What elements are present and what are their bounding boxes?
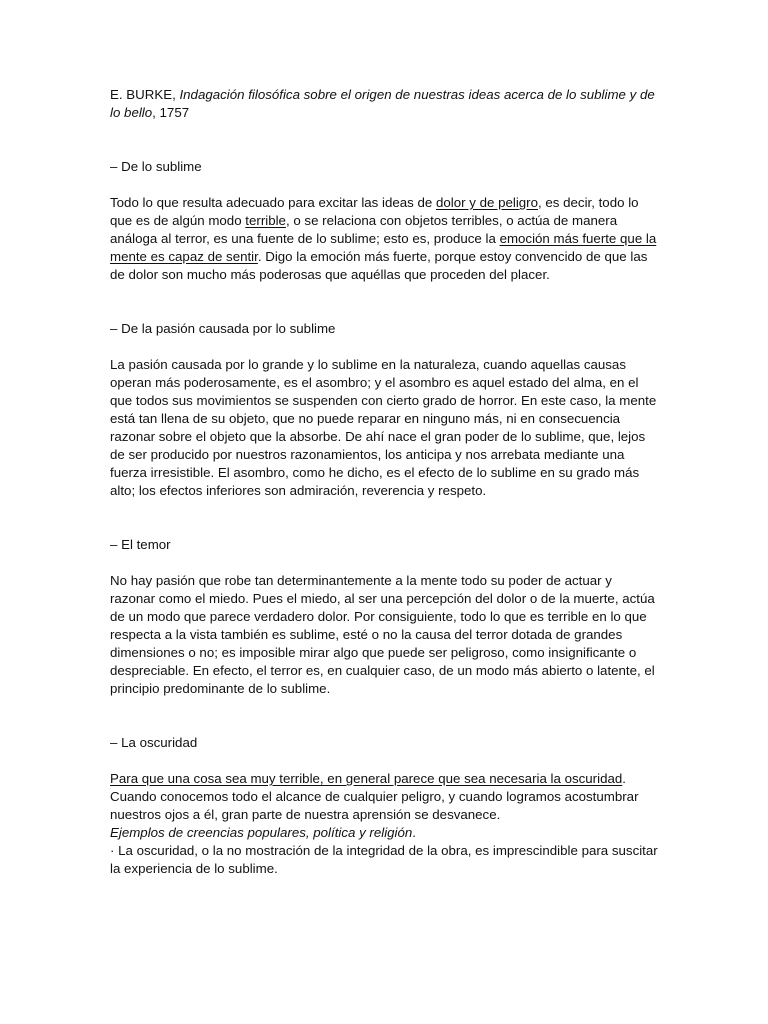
paragraph-sublime	[110, 194, 660, 284]
citation-title: Indagación filosófica sobre el origen de nuestras ideas acerca de lo sublime y de lo bello	[110, 87, 655, 120]
text-run: , es decir, todo lo que es de algún modo	[110, 195, 639, 228]
oscuridad-main-text	[110, 770, 660, 824]
citation-year: , 1757	[152, 105, 190, 120]
paragraph-temor: No hay pasión que robe tan determinantemente a la mente todo su poder de actuar y razonar como el miedo. Pues el miedo, al ser una percepción del dolor o de la muerte, actúa de un modo que parece verdadero dolor. Por consiguiente, todo lo que es terrible en lo que respecta a la vista también es sublime, esté o no la causa del terror dotada de grandes dimensiones o no; es imposible mirar algo que puede ser peligroso, como insignificante o despreciable. En efecto, el terror es, en cualquier caso, de un modo más abierto o latente, el principio predominante de lo sublime.	[110, 573, 655, 696]
underlined-text: Para que una cosa sea muy terrible, en general parece que sea necesaria la oscuridad	[110, 771, 623, 786]
underlined-text: dolor y de peligro	[436, 195, 539, 210]
text-run: , o se relaciona con objetos terribles, o actúa de manera análoga al terror, es una fuente de lo sublime; esto es, produce la	[110, 213, 618, 246]
section-heading-oscuridad: – La oscuridad	[110, 735, 198, 750]
citation-author: E. BURKE,	[110, 87, 180, 102]
text-run: Todo lo que resulta adecuado para excitar las ideas de	[110, 195, 436, 210]
underlined-text: terrible	[245, 213, 286, 228]
paragraph-pasion: La pasión causada por lo grande y lo sublime en la naturaleza, cuando aquellas causas operan más poderosamente, es el asombro; y el asombro es aquel estado del alma, en el que todos sus movimientos se suspenden con cierto grado de horror. En este caso, la mente está tan llena de su objeto, que no puede reparar en ninguno más, ni en consecuencia razonar sobre el objeto que la absorbe. De ahí nace el gran poder de lo sublime, que, lejos de ser producido por nuestros razonamientos, los anticipa y nos arrebata mediante una fuerza irresistible. El asombro, como he dicho, es el efecto de lo sublime en su grado más alto; los efectos inferiores son admiración, reverencia y respeto.	[110, 357, 657, 498]
examples-line	[110, 824, 660, 842]
paragraph-oscuridad	[110, 770, 660, 878]
citation	[110, 86, 660, 122]
bullet-point: · La oscuridad, o la no mostración de la integridad de la obra, es imprescindible para suscitar la experiencia de lo sublime.	[110, 843, 658, 876]
text-run: .	[412, 825, 416, 840]
underlined-text: emoción más fuerte que la mente es capaz de sentir	[110, 231, 657, 264]
section-heading-sublime: – De lo sublime	[110, 159, 202, 174]
text-run: . Digo la emoción más fuerte, porque estoy convencido de que las de dolor son mucho más poderosas que aquéllas que proceden del placer.	[110, 249, 648, 282]
italic-text: Ejemplos de creencias populares, política y religión	[110, 825, 413, 840]
section-heading-pasion: – De la pasión causada por lo sublime	[110, 321, 336, 336]
text-run: . Cuando conocemos todo el alcance de cualquier peligro, y cuando logramos acostumbrar nuestros ojos a él, gran parte de nuestra aprensión se desvanece.	[110, 771, 639, 822]
section-heading-temor: – El temor	[110, 537, 171, 552]
